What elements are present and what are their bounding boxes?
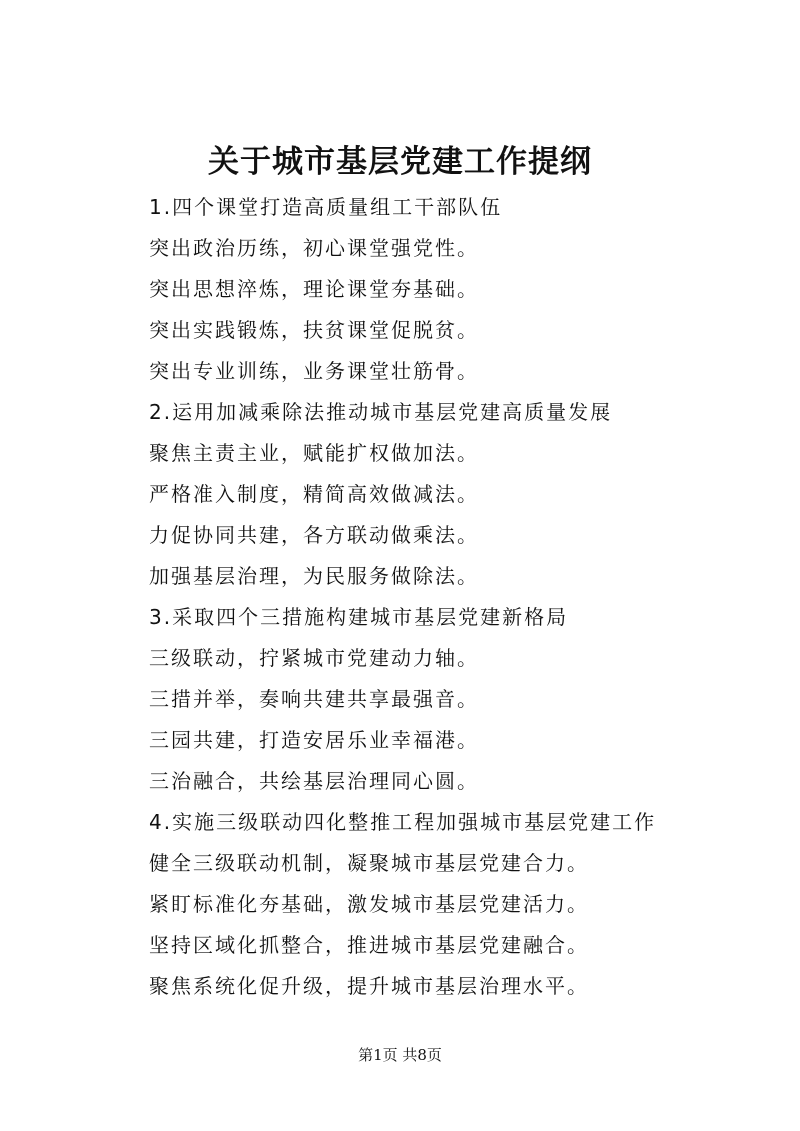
body-line: 突出实践锻炼，扶贫课堂促脱贫。 bbox=[149, 318, 479, 342]
page-number-footer: 第1页 共8页 bbox=[358, 1046, 442, 1064]
body-line: 三园共建，打造安居乐业幸福港。 bbox=[149, 728, 479, 752]
body-line: 健全三级联动机制，凝聚城市基层党建合力。 bbox=[149, 851, 589, 875]
body-line: 1.四个课堂打造高质量组工干部队伍 bbox=[149, 195, 503, 219]
body-line: 紧盯标准化夯基础，激发城市基层党建活力。 bbox=[149, 892, 589, 916]
body-line: 坚持区域化抓整合，推进城市基层党建融合。 bbox=[149, 933, 589, 957]
body-line: 突出专业训练，业务课堂壮筋骨。 bbox=[149, 359, 479, 383]
body-line: 突出思想淬炼，理论课堂夯基础。 bbox=[149, 277, 479, 301]
body-line: 4.实施三级联动四化整推工程加强城市基层党建工作 bbox=[149, 810, 657, 834]
body-line: 加强基层治理，为民服务做除法。 bbox=[149, 564, 479, 588]
body-line: 3.采取四个三措施构建城市基层党建新格局 bbox=[149, 605, 569, 629]
body-line: 三级联动，拧紧城市党建动力轴。 bbox=[149, 646, 479, 670]
body-line: 2.运用加减乘除法推动城市基层党建高质量发展 bbox=[149, 400, 613, 424]
document-body bbox=[149, 187, 769, 1007]
document-title: 关于城市基层党建工作提纲 bbox=[208, 144, 592, 180]
body-line: 突出政治历练，初心课堂强党性。 bbox=[149, 236, 479, 260]
body-line: 严格准入制度，精简高效做减法。 bbox=[149, 482, 479, 506]
body-line: 三措并举，奏响共建共享最强音。 bbox=[149, 687, 479, 711]
body-line: 聚焦主责主业，赋能扩权做加法。 bbox=[149, 441, 479, 465]
body-line: 三治融合，共绘基层治理同心圆。 bbox=[149, 769, 479, 793]
body-line: 聚焦系统化促升级，提升城市基层治理水平。 bbox=[149, 974, 589, 998]
body-line: 力促协同共建，各方联动做乘法。 bbox=[149, 523, 479, 547]
